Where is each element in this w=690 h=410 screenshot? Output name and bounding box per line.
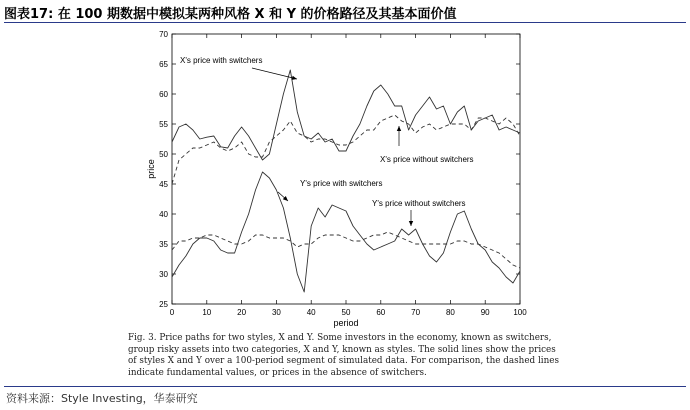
- x-tick-label: 60: [376, 308, 386, 317]
- x-tick-label: 20: [237, 308, 247, 317]
- page-title: 图表17: 在 100 期数据中模拟某两种风格 X 和 Y 的价格路径及其基本面价值: [4, 7, 457, 22]
- x-tick-label: 100: [513, 308, 527, 317]
- x-tick-label: 10: [202, 308, 212, 317]
- annotation-label: Y's price with switchers: [300, 179, 383, 188]
- y-tick-label: 50: [159, 150, 168, 159]
- footer-divider: [4, 386, 686, 387]
- annotation-label: X's price with switchers: [180, 56, 263, 65]
- y-tick-label: 55: [159, 120, 168, 129]
- y-tick-label: 35: [159, 240, 168, 249]
- y-tick-label: 45: [159, 180, 168, 189]
- y-tick-label: 65: [159, 60, 168, 69]
- y-axis-label: price: [146, 159, 156, 179]
- annotation-arrowhead: [397, 126, 401, 131]
- caption-text: Fig. 3. Price paths for two styles, X and Y. Some investors in the economy, known as switchers, group risky assets into two categories, X and Y, known as styles. The solid lines show the prices of styles X and Y over a 100-period segment of simulated data. For comparison, the dashed lines indicate fundamental values, or prices in the absence of switchers.: [128, 333, 559, 378]
- x-axis-label: period: [333, 318, 359, 328]
- x-tick-label: 40: [306, 308, 316, 317]
- y-tick-label: 25: [159, 300, 168, 309]
- y-tick-label: 60: [159, 90, 168, 99]
- x-tick-label: 90: [480, 308, 490, 317]
- y-tick-label: 70: [159, 30, 168, 39]
- annotation-label: Y's price without switchers: [372, 199, 466, 208]
- x-tick-label: 0: [169, 308, 175, 317]
- series-line-1: [172, 70, 520, 160]
- y-tick-label: 40: [159, 210, 168, 219]
- series-line-4: [172, 232, 520, 268]
- axis-ticks: [159, 30, 527, 317]
- x-tick-label: 30: [271, 308, 281, 317]
- series-line-3: [172, 172, 520, 292]
- series-line-2: [172, 115, 520, 184]
- y-tick-label: 30: [159, 270, 168, 279]
- x-tick-label: 70: [411, 308, 421, 317]
- figure-caption: [128, 333, 562, 379]
- annotation-label: X's price without switchers: [380, 155, 474, 164]
- annotation-arrowhead: [292, 76, 297, 80]
- annotation-arrowhead: [409, 221, 413, 226]
- plot-frame: [172, 34, 520, 304]
- x-tick-label: 50: [341, 308, 351, 317]
- source-note: 资料来源：Style Investing，华泰研究: [6, 392, 198, 405]
- x-tick-label: 80: [445, 308, 455, 317]
